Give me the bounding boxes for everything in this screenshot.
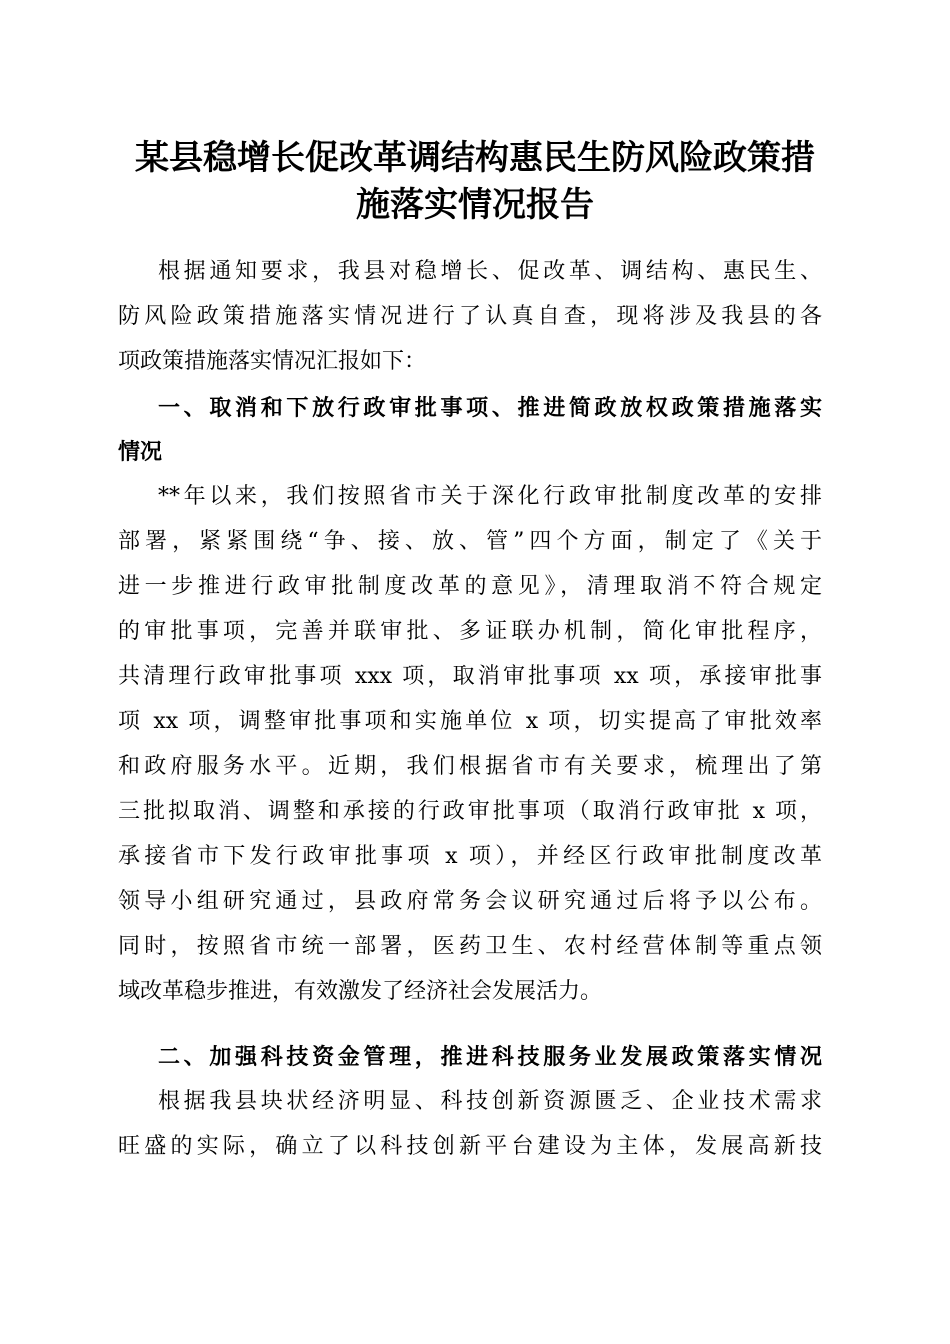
text-line: 三批拟取消、调整和承接的行政审批事项（取消行政审批 x 项， <box>118 799 822 824</box>
text-line: 的审批事项，完善并联审批、多证联办机制，简化审批程序， <box>118 619 822 644</box>
text-line: 部署，紧紧围绕“争、接、放、管”四个方面，制定了《关于 <box>118 529 822 554</box>
document-title-line-1: 某县稳增长促改革调结构惠民生防风险政策措 <box>135 138 815 178</box>
text-line: 防风险政策措施落实情况进行了认真自查，现将涉及我县的各 <box>118 304 822 329</box>
text-line: 和政府服务水平。近期，我们根据省市有关要求，梳理出了第 <box>118 754 822 779</box>
text-line: 领导小组研究通过，县政府常务会议研究通过后将予以公布。 <box>118 889 822 914</box>
text-line: 同时，按照省市统一部署，医药卫生、农村经营体制等重点领 <box>118 934 822 959</box>
text-line: 域改革稳步推进，有效激发了经济社会发展活力。 <box>118 979 603 1004</box>
text-line: 项 xx 项，调整审批事项和实施单位 x 项，切实提高了审批效率 <box>118 709 822 734</box>
text-line: 项政策措施落实情况汇报如下： <box>118 349 427 374</box>
text-line: 旺盛的实际，确立了以科技创新平台建设为主体，发展高新技 <box>118 1134 822 1159</box>
text-line: 共清理行政审批事项 xxx 项，取消审批事项 xx 项，承接审批事 <box>118 664 822 689</box>
text-line: 承接省市下发行政审批事项 x 项），并经区行政审批制度改革 <box>118 844 822 869</box>
heading-line: 二、加强科技资金管理，推进科技服务业发展政策落实情况 <box>158 1044 822 1070</box>
heading-line: 情况 <box>118 439 163 465</box>
heading-line: 一、取消和下放行政审批事项、推进简政放权政策措施落实 <box>158 395 822 421</box>
text-line: 进一步推进行政审批制度改革的意见》，清理取消不符合规定 <box>118 574 822 599</box>
text-line: 根据通知要求，我县对稳增长、促改革、调结构、惠民生、 <box>158 259 822 284</box>
document-title-line-2: 施落实情况报告 <box>356 185 594 225</box>
text-line: **年以来，我们按照省市关于深化行政审批制度改革的安排 <box>158 484 822 509</box>
text-line: 根据我县块状经济明显、科技创新资源匮乏、企业技术需求 <box>158 1089 822 1114</box>
